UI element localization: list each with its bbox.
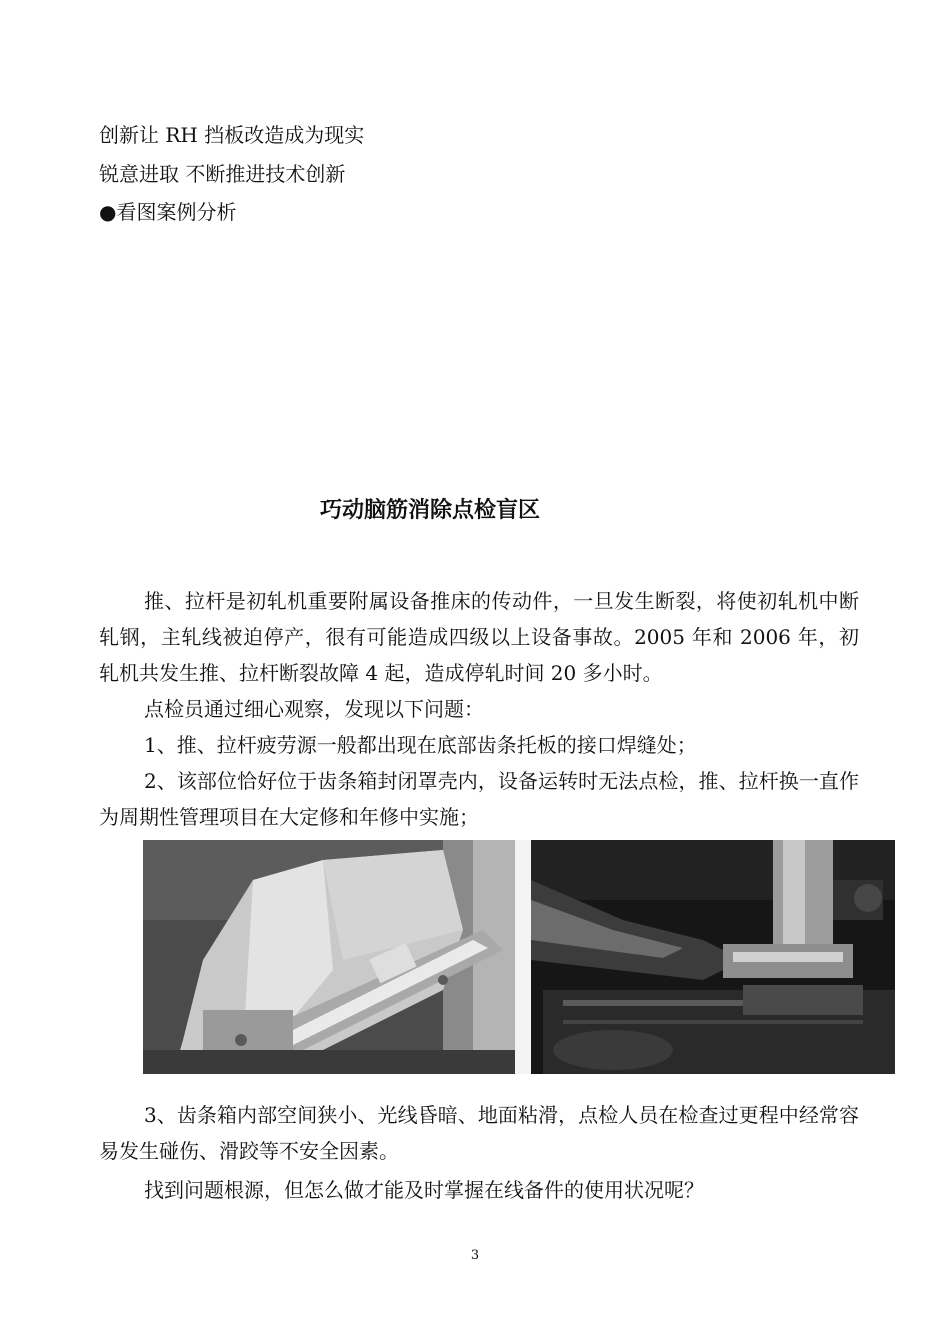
paragraph-1: 推、拉杆是初轧机重要附属设备推床的传动件，一旦发生断裂，将使初轧机中断轧钢，主轧线被迫停产，很有可能造成四级以上设备事故。2005 年和 2006 年，初轧机共发生推、拉杆断裂故障 4 起，造成停轧时间 20 多小时。: [99, 589, 859, 685]
paragraph-5: 3、齿条箱内部空间狭小、光线昏暗、地面粘滑，点检人员在检查过更程中经常容易发生碰伤、滑跤等不安全因素。: [99, 1103, 859, 1163]
paragraph-2: 点检员通过细心观察，发现以下问题：: [144, 697, 484, 721]
paragraph-4: 2、该部位恰好位于齿条箱封闭罩壳内，设备运转时无法点检，推、拉杆换一直作为周期性管理项目在大定修和年修中实施；: [99, 769, 859, 829]
intro-line-2: 锐意进取 不断推进技术创新: [99, 162, 346, 186]
intro-line-1: 创新让 RH 挡板改造成为现实: [99, 123, 365, 147]
article-title: 巧动脑筋消除点检盲区: [319, 498, 540, 523]
paragraph-3: 1、推、拉杆疲劳源一般都出现在底部齿条托板的接口焊缝处；: [144, 733, 697, 757]
intro-line-3: ●看图案例分析: [99, 200, 237, 224]
page-number: 3: [470, 1248, 480, 1263]
push-rod-photo: [143, 840, 515, 1074]
rack-box-photo: [531, 840, 895, 1074]
paragraph-6: 找到问题根源，但怎么做才能及时掌握在线备件的使用状况呢？: [144, 1178, 704, 1202]
equipment-photos: [143, 840, 895, 1074]
